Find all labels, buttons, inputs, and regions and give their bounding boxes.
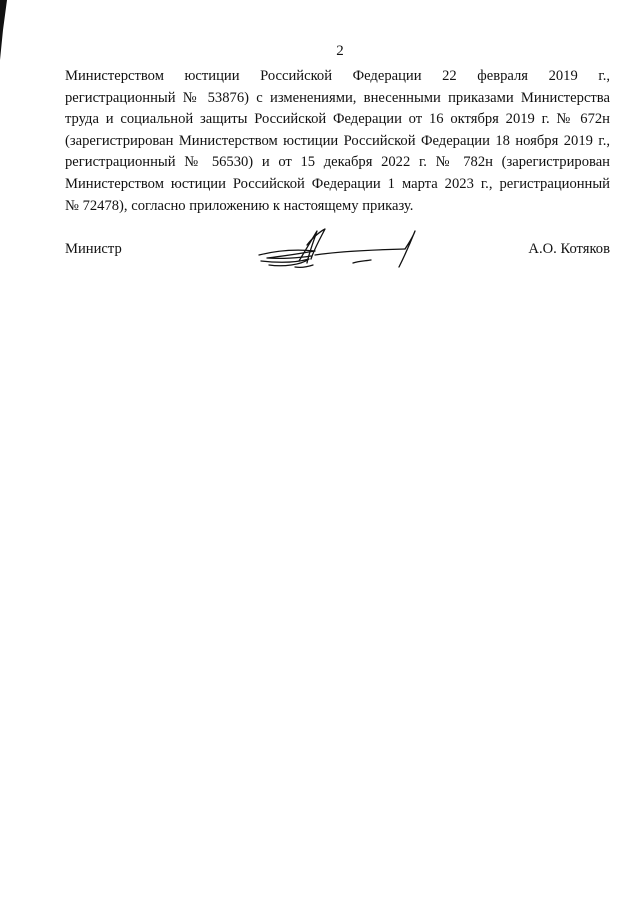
signature-block bbox=[65, 239, 610, 279]
paragraph-line: № 72478), согласно приложению к настоящему приказу. bbox=[65, 197, 414, 214]
position-label: Министр bbox=[65, 241, 122, 257]
paragraph-line: регистрационный № 56530) и от 15 декабря 2022 г. № 782н (зарегистрирован bbox=[65, 154, 610, 171]
paragraph-line: Министерством юстиции Российской Федерации 1 марта 2023 г., регистрационный bbox=[65, 175, 610, 192]
paragraph-line: Министерством юстиции Российской Федерации 22 февраля 2019 г., bbox=[65, 68, 610, 84]
paragraph-line: регистрационный № 53876) с изменениями, внесенными приказами Министерства bbox=[65, 89, 610, 106]
paragraph-line: (зарегистрирован Министерством юстиции Российской Федерации 18 ноября 2019 г., bbox=[65, 132, 610, 149]
body-paragraph bbox=[65, 66, 610, 217]
handwritten-signature bbox=[255, 225, 425, 271]
scan-edge-mark bbox=[0, 0, 10, 140]
page-number: 2 bbox=[336, 43, 344, 59]
minister-name: А.О. Котяков bbox=[528, 241, 610, 257]
paragraph-line: труда и социальной защиты Российской Федерации от 16 октября 2019 г. № 672н bbox=[65, 111, 610, 128]
